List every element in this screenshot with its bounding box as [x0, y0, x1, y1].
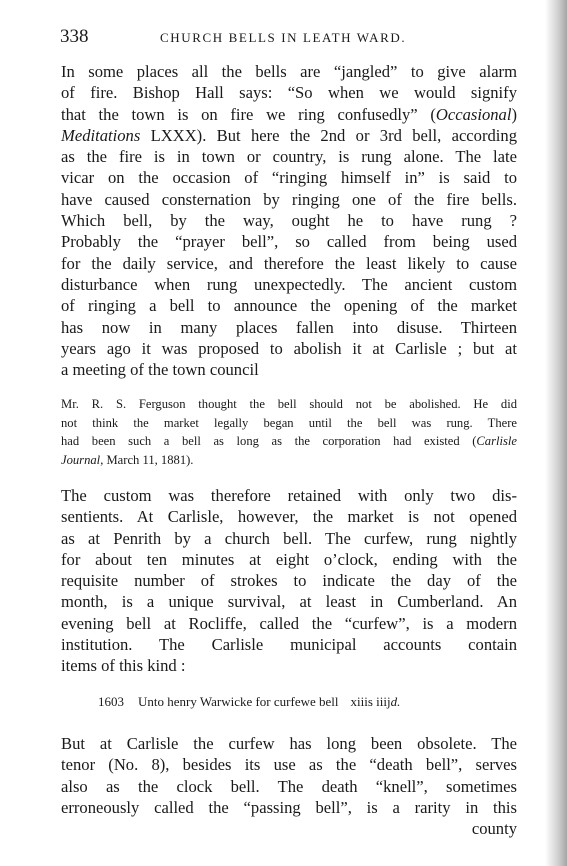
quote-line: Journal, March 11, 1881). — [61, 452, 194, 467]
italic-source: Journal — [61, 452, 101, 467]
text-line: But at Carlisle the curfew has long been obsolete. The — [61, 734, 517, 753]
text-line: erroneously called the “passing bell”, is a rarity in this — [61, 797, 517, 817]
text-line: Meditations LXXX). But here the 2nd or 3rd bell, according — [61, 125, 517, 145]
text-line: as at Penrith by a church bell. The curfew, rung nightly — [61, 528, 517, 548]
text-line: for about ten minutes at eight o’clock, ending with the — [61, 549, 517, 569]
text-line: items of this kind : — [61, 656, 186, 676]
text-line: years ago it was proposed to abolish it at Carlisle ; but at — [61, 338, 517, 358]
record-year: 1603 — [98, 694, 124, 709]
text-line: also as the clock bell. The death “knell”, sometimes — [61, 776, 517, 796]
text-line: The custom was therefore retained with only two dis- — [61, 486, 517, 505]
text-line: In some places all the bells are “jangled” to give alarm — [61, 62, 517, 81]
text-line: month, is a unique survival, at least in Cumberland. An — [61, 592, 517, 612]
text-line: that the town is on fire we ring confusedly” (Occasional) — [61, 104, 517, 124]
paragraph-fire-bells — [61, 61, 517, 380]
quote-line: not think the market legally began until the bell was rung. There — [61, 415, 517, 430]
text-line: sentients. At Carlisle, however, the market is not opened — [61, 507, 517, 527]
text-line: have caused consternation by ringing one of the fire bells. — [61, 189, 517, 209]
running-head: CHURCH BELLS IN LEATH WARD. — [160, 30, 407, 45]
record-text: Unto henry Warwicke for curfewe bell — [138, 694, 339, 709]
text-line: of fire. Bishop Hall says: “So when we would signify — [61, 83, 517, 103]
paragraph-curfew — [61, 485, 517, 677]
text-line: as the fire is in town or country, is rung alone. The late — [61, 147, 517, 167]
text-line: institution. The Carlisle municipal accounts contain — [61, 635, 517, 655]
text-line: Which bell, by the way, ought he to have rung ? — [61, 211, 517, 231]
text-line: evening bell at Rocliffe, called the “curfew”, is a modern — [61, 613, 517, 633]
quoted-extract — [61, 395, 517, 469]
paragraph-death-bell — [61, 733, 517, 839]
page-header — [60, 26, 520, 48]
text-line: Probably the “prayer bell”, so called from being used — [61, 232, 517, 252]
catchword: county — [471, 819, 517, 839]
text-line: for the daily service, and therefore the least likely to cause — [61, 253, 517, 273]
italic-title: Occasional — [435, 104, 512, 124]
quote-line: Mr. R. S. Ferguson thought the bell should not be abolished. He did — [61, 397, 517, 411]
text-line: a meeting of the town council — [61, 360, 259, 380]
text-line: requisite number of strokes to indicate the day of the — [61, 571, 517, 591]
italic-source: Carlisle — [476, 434, 517, 448]
account-record — [98, 694, 400, 710]
text-line: disturbance when rung unexpectedly. The ancient custom — [61, 274, 517, 294]
italic-title: Meditations — [61, 125, 141, 145]
quote-line: had been such a bell as long as the corporation had existed (Carlisle — [61, 434, 517, 448]
record-amount: xiiis iiijd. — [350, 694, 401, 709]
binding-shadow — [545, 0, 567, 866]
text-line: of ringing a bell to announce the opening of the market — [61, 296, 517, 316]
text-line: has now in many places fallen into disuse. Thirteen — [61, 317, 517, 337]
text-line: vicar on the occasion of “ringing himself in” is said to — [61, 168, 517, 188]
page-number: 338 — [60, 26, 89, 47]
text-line: tenor (No. 8), besides its use as the “death bell”, serves — [61, 755, 517, 775]
